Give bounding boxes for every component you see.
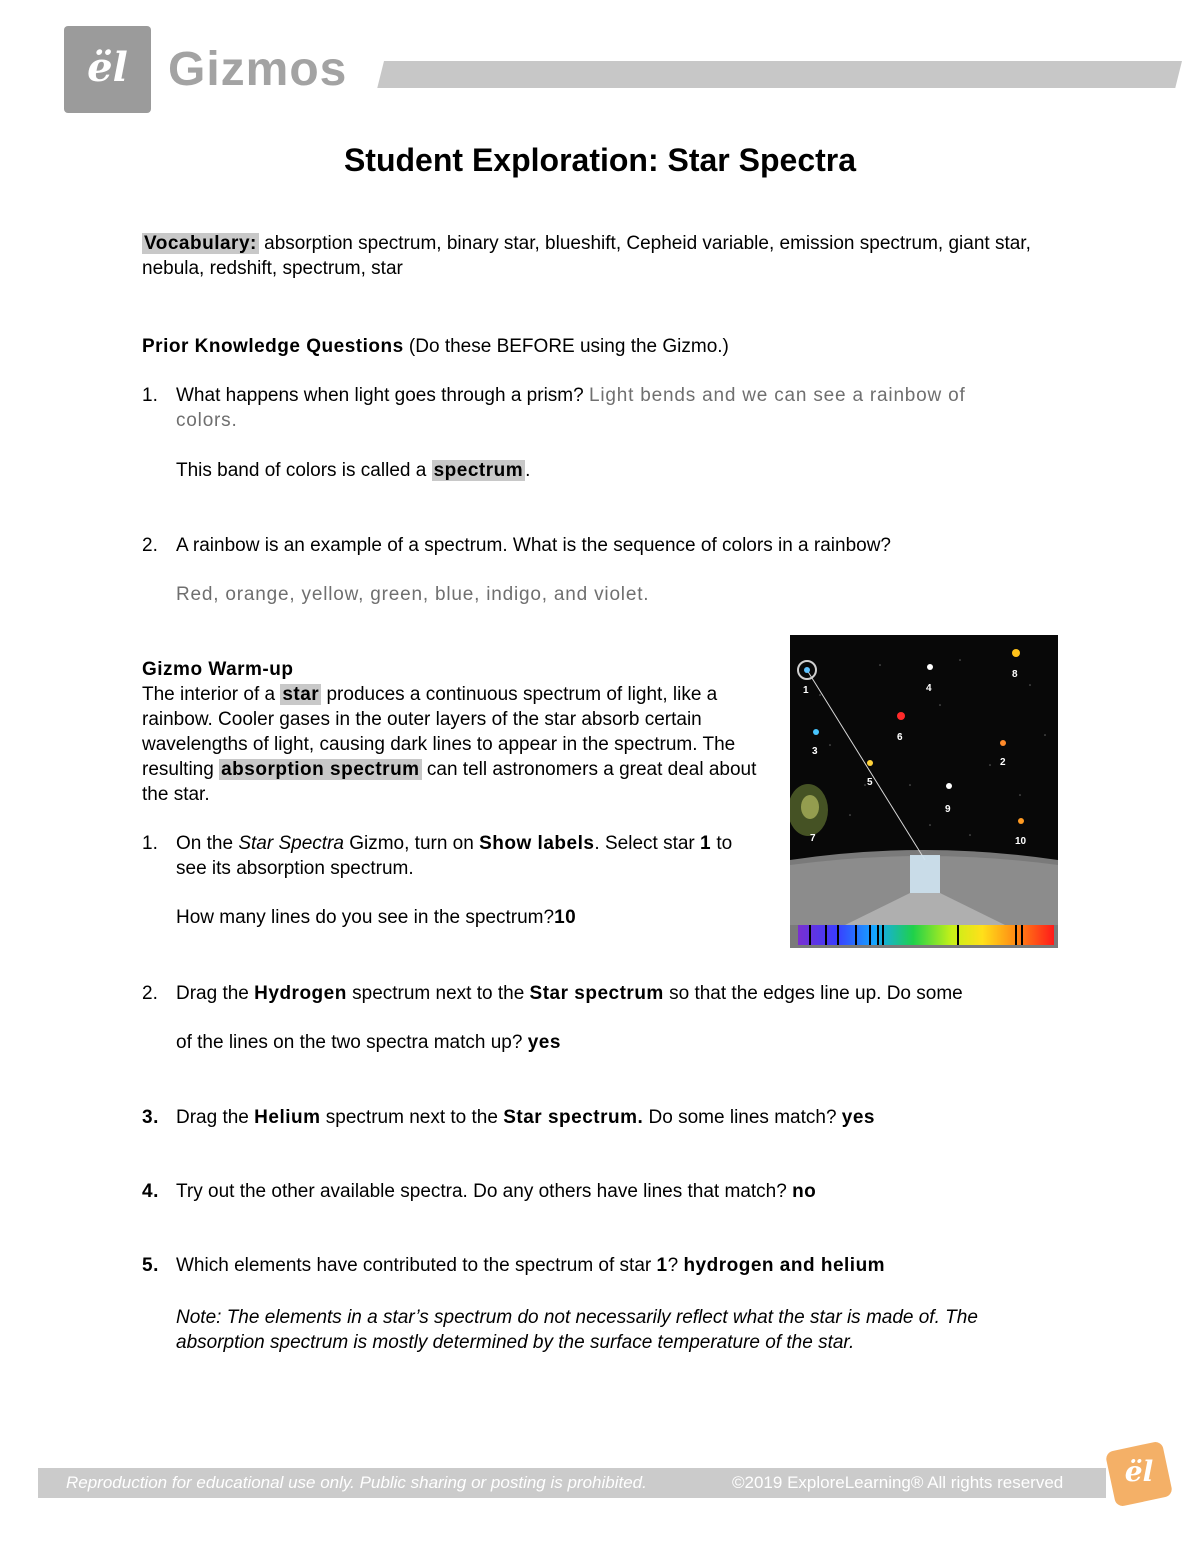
warmup-q4-number: 4.: [142, 1181, 159, 1202]
prior-q1: [176, 383, 976, 433]
q2-line2-text: of the lines on the two spectra match up?: [176, 1032, 528, 1053]
q5-t1: Which elements have contributed to the spectrum of star: [176, 1255, 657, 1276]
q5-star-number: 1: [656, 1255, 668, 1276]
star-label-7: 7: [810, 833, 816, 844]
warmup-intro: [142, 682, 767, 807]
followup-text: This band of colors is called a: [176, 460, 432, 481]
star-spectra-gizmo-image: [790, 635, 1058, 948]
star-label-3: 3: [812, 746, 818, 757]
intro-part-1: The interior of a: [142, 684, 281, 705]
star-6[interactable]: [897, 712, 905, 720]
q2-star-spectrum: Star spectrum: [529, 983, 664, 1004]
logo-glyph: ël: [87, 44, 128, 91]
star-9[interactable]: [946, 783, 952, 789]
warmup-q1-number: 1.: [142, 833, 158, 854]
q2-answer: yes: [527, 1032, 561, 1053]
q3-helium: Helium: [254, 1107, 321, 1128]
prior-q2-answer: Red, orange, yellow, green, blue, indigo, and violet.: [176, 584, 650, 605]
q1-t1: On the: [176, 833, 239, 854]
header-bar: [377, 61, 1182, 88]
page-title: Student Exploration: Star Spectra: [343, 142, 857, 178]
star-5[interactable]: [867, 760, 873, 766]
intro-part-2: produces a continuous spectrum of light, like a rainbow. Cooler gases in the outer layers of the star absorb certain wavelengths of light, causing dark lines to appear in the spectrum. The resulting: [142, 684, 736, 780]
footer-copyright: ©2019 ExploreLearning® All rights reserved: [732, 1473, 1064, 1492]
prior-q1-followup: [176, 458, 530, 483]
warmup-heading: Gizmo Warm-up: [142, 659, 294, 680]
q1-t7: to see its absorption spectrum.: [176, 833, 733, 879]
q3-star-spectrum: Star spectrum.: [503, 1107, 644, 1128]
followup-period: .: [525, 460, 531, 481]
prior-q1-text: What happens when light goes through a prism?: [176, 385, 589, 406]
q5-t3: ?: [667, 1255, 684, 1276]
prior-q1-answer: Light bends and we can see a rainbow of colors.: [176, 385, 966, 431]
q3-t3: spectrum next to the: [320, 1107, 504, 1128]
q1-star-number: 1: [700, 833, 712, 854]
prior-q1-number: 1.: [142, 385, 158, 406]
warmup-q5-number: 5.: [142, 1255, 159, 1276]
gizmo-scene: [790, 635, 1058, 948]
q2-t3: spectrum next to the: [346, 983, 530, 1004]
star-label-6: 6: [897, 732, 903, 743]
q2-hydrogen: Hydrogen: [254, 983, 347, 1004]
prism-icon: [910, 855, 940, 893]
warmup-q1: [176, 831, 736, 881]
warmup-note: Note: The elements in a star’s spectrum do not necessarily reflect what the star is made of. The absorption spectrum is mostly determined by the surface temperature of the star.: [176, 1307, 978, 1353]
star-8[interactable]: [1012, 649, 1020, 657]
q1-t3: Gizmo, turn on: [343, 833, 480, 854]
star-4[interactable]: [927, 664, 933, 670]
warmup-q4: [176, 1179, 816, 1204]
star-label-5: 5: [867, 777, 873, 788]
warmup-q2-number: 2.: [142, 983, 158, 1004]
q3-t5: Do some lines match?: [643, 1107, 842, 1128]
q1-t5: . Select star: [594, 833, 701, 854]
term-absorption-spectrum: absorption spectrum: [221, 759, 420, 780]
vocabulary-label: Vocabulary:: [144, 233, 257, 254]
warmup-q1-question: [176, 905, 576, 930]
q4-answer: no: [792, 1181, 817, 1202]
star-3[interactable]: [813, 729, 819, 735]
q5-answer: hydrogen and helium: [683, 1255, 886, 1276]
q4-text: Try out the other available spectra. Do any others have lines that match?: [176, 1181, 793, 1202]
prior-knowledge-heading: [142, 334, 729, 359]
prior-q2-text: A rainbow is an example of a spectrum. What is the sequence of colors in a rainbow?: [176, 535, 891, 556]
vocabulary-list: absorption spectrum, binary star, blueshift, Cepheid variable, emission spectrum, giant star, nebula, redshift, spectrum, star: [142, 233, 1031, 279]
q1-show-labels: Show labels: [479, 833, 595, 854]
warmup-q5: [176, 1253, 885, 1278]
intro-part-3: can tell astronomers a great deal about the star.: [142, 759, 757, 805]
q1-gizmo-name: Star Spectra: [238, 833, 344, 854]
q2-t5: so that the edges line up. Do some: [663, 983, 963, 1004]
star-label-4: 4: [926, 683, 932, 694]
star-label-9: 9: [945, 804, 951, 815]
q2-t1: Drag the: [176, 983, 255, 1004]
brand-name: Gizmos: [168, 43, 348, 96]
star-2[interactable]: [1000, 740, 1006, 746]
footer-disclaimer: Reproduction for educational use only. Public sharing or posting is prohibited.: [66, 1473, 647, 1492]
prior-heading-bold: Prior Knowledge Questions: [142, 336, 404, 357]
prior-subheading: (Do these BEFORE using the Gizmo.): [403, 336, 729, 357]
q1-answer: 10: [554, 907, 577, 928]
warmup-q2: [176, 981, 963, 1006]
star-1[interactable]: [804, 667, 810, 673]
warmup-q3: [176, 1105, 875, 1130]
q3-answer: yes: [841, 1107, 875, 1128]
q3-t1: Drag the: [176, 1107, 255, 1128]
warmup-q3-number: 3.: [142, 1107, 159, 1128]
term-star: star: [282, 684, 320, 705]
star-10[interactable]: [1018, 818, 1024, 824]
star-label-10: 10: [1015, 836, 1027, 847]
star-label-8: 8: [1012, 669, 1018, 680]
warmup-q2-line2: [176, 1030, 561, 1055]
star-label-2: 2: [1000, 757, 1006, 768]
term-spectrum: spectrum: [433, 460, 524, 481]
prior-q2-number: 2.: [142, 535, 158, 556]
vocabulary: [142, 231, 1062, 281]
q1-question-text: How many lines do you see in the spectrum?: [176, 907, 555, 928]
star-label-1: 1: [803, 685, 809, 696]
footer-logo-glyph: ël: [1124, 1455, 1154, 1488]
